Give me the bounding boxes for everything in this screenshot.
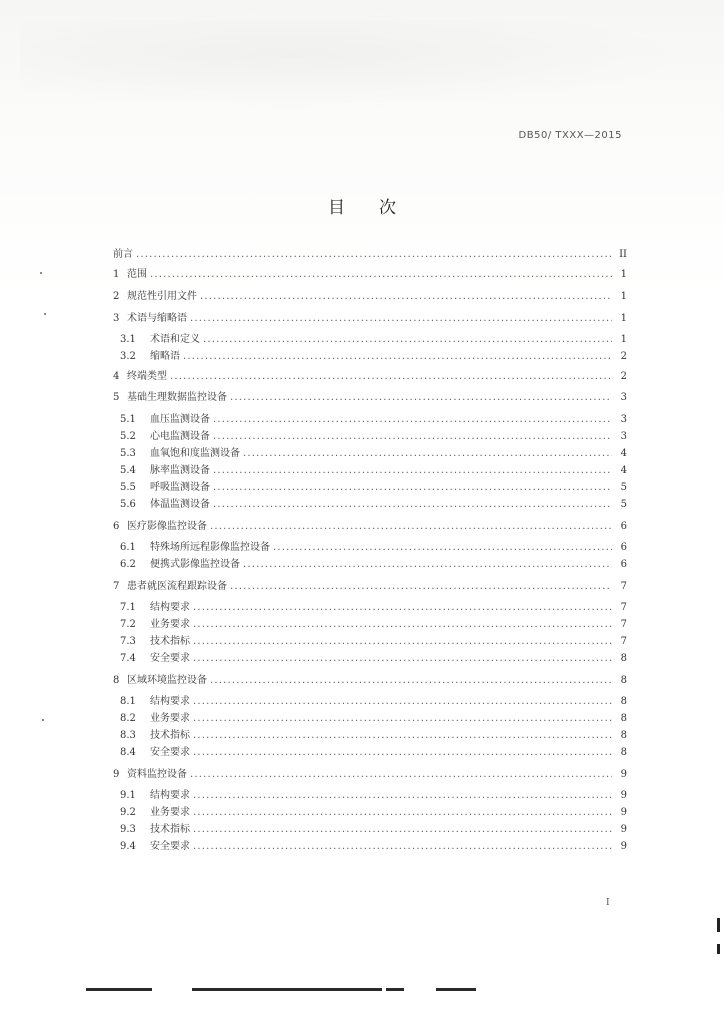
toc-entry-label: 安全要求 [150, 747, 190, 758]
toc-entry-label: 业务要求 [150, 713, 190, 724]
toc-entry-number: 5.6 [120, 499, 136, 510]
toc-entry-number: 5.1 [120, 414, 136, 425]
toc-entry-number: 5.3 [120, 448, 136, 459]
toc-entry-number: 7.3 [120, 636, 136, 647]
toc-entry-page: 3 [620, 414, 627, 425]
toc-entry-number: 9.4 [120, 841, 136, 852]
toc-entry[interactable] [113, 746, 627, 760]
toc-leader-dots [193, 823, 612, 837]
toc-entry-label: 业务要求 [150, 619, 190, 630]
toc-leader-dots [183, 350, 612, 364]
toc-entry[interactable] [113, 789, 627, 803]
toc-entry-page: 7 [620, 581, 627, 592]
toc-entry-page: 1 [620, 313, 627, 324]
toc-entry-label: 缩略语 [150, 351, 180, 362]
toc-entry[interactable] [113, 601, 627, 615]
toc-leader-dots [213, 413, 612, 427]
title-char-1: 目 [328, 198, 345, 218]
toc-leader-dots [190, 312, 612, 326]
toc-entry-page: 7 [620, 602, 627, 613]
toc-entry-number: 7.4 [120, 653, 136, 664]
toc-entry-label: 血氧饱和度监测设备 [150, 448, 240, 459]
toc-entry[interactable] [113, 652, 627, 666]
toc-leader-dots [230, 391, 612, 405]
toc-entry-label: 血压监测设备 [150, 414, 210, 425]
scan-speck [40, 272, 42, 274]
title-char-2: 次 [379, 198, 396, 218]
toc-entry-page: 3 [620, 431, 627, 442]
toc-leader-dots [273, 541, 612, 555]
toc-entry[interactable] [113, 712, 627, 726]
toc-entry-number: 5 [113, 392, 120, 403]
scan-speck [44, 313, 46, 315]
toc-entry-number: 8.4 [120, 747, 136, 758]
toc-entry-number: 1 [113, 269, 120, 280]
toc-entry-page: 9 [620, 841, 627, 852]
toc-entry[interactable] [113, 635, 627, 649]
scan-shading [20, 20, 700, 110]
toc-entry-label: 术语与缩略语 [127, 313, 187, 324]
toc-entry-page: 2 [620, 351, 627, 362]
toc-entry-page: 5 [620, 482, 627, 493]
toc-entry[interactable] [113, 498, 627, 512]
toc-entry-label: 区域环境监控设备 [127, 675, 207, 686]
toc-entry[interactable] [113, 333, 627, 347]
bottom-rule-right [436, 988, 476, 991]
toc-leader-dots [243, 447, 612, 461]
toc-entry-label: 术语和定义 [150, 334, 200, 345]
toc-entry-page: 4 [620, 465, 627, 476]
toc-entry-page: 6 [620, 542, 627, 553]
toc-leader-dots [193, 618, 612, 632]
toc-entry-page: 8 [620, 747, 627, 758]
toc-entry-number: 5.5 [120, 482, 136, 493]
toc-entry-page: 9 [620, 807, 627, 818]
toc-entry-number: 9.1 [120, 790, 136, 801]
toc-entry[interactable] [113, 248, 627, 262]
toc-leader-dots [210, 674, 612, 688]
toc-entry[interactable] [113, 520, 627, 534]
toc-entry-number: 9.3 [120, 824, 136, 835]
scan-speck [42, 719, 44, 721]
toc-entry-label: 资料监控设备 [127, 769, 187, 780]
toc-entry-label: 安全要求 [150, 653, 190, 664]
toc-entry-number: 8.1 [120, 696, 136, 707]
toc-entry-number: 4 [113, 371, 120, 382]
toc-entry[interactable] [113, 840, 627, 854]
toc-entry-number: 7 [113, 581, 120, 592]
toc-entry[interactable] [113, 447, 627, 461]
toc-entry-number: 9 [113, 769, 120, 780]
bottom-rule-middle [192, 988, 382, 991]
toc-entry[interactable] [113, 580, 627, 594]
toc-entry[interactable] [113, 823, 627, 837]
toc-entry-label: 业务要求 [150, 807, 190, 818]
toc-entry-page: 8 [620, 713, 627, 724]
toc-entry-number: 8.2 [120, 713, 136, 724]
toc-leader-dots [193, 729, 612, 743]
toc-entry-label: 范围 [127, 269, 147, 280]
toc-entry-number: 3.1 [120, 334, 136, 345]
toc-leader-dots [243, 558, 612, 572]
toc-entry-label: 前言 [113, 249, 133, 260]
toc-entry[interactable] [113, 350, 627, 364]
toc-entry-number: 9.2 [120, 807, 136, 818]
toc-leader-dots [193, 746, 612, 760]
toc-entry-label: 结构要求 [150, 602, 190, 613]
toc-entry-label: 技术指标 [150, 636, 190, 647]
toc-entry-number: 2 [113, 291, 120, 302]
toc-entry[interactable] [113, 695, 627, 709]
toc-entry-page: 3 [620, 392, 627, 403]
toc-entry-label: 技术指标 [150, 730, 190, 741]
toc-leader-dots [210, 520, 612, 534]
toc-leader-dots [213, 430, 612, 444]
toc-leader-dots [213, 498, 612, 512]
toc-leader-dots [213, 464, 612, 478]
toc-entry[interactable] [113, 464, 627, 478]
toc-entry-page: 7 [620, 619, 627, 630]
toc-entry[interactable] [113, 618, 627, 632]
toc-leader-dots [193, 695, 612, 709]
toc-leader-dots [193, 789, 612, 803]
toc-entry-page: 8 [620, 696, 627, 707]
toc-leader-dots [193, 635, 612, 649]
toc-entry-label: 终端类型 [127, 371, 167, 382]
toc-leader-dots [190, 768, 612, 782]
scan-edge-mark [717, 918, 720, 932]
toc-entry-number: 8.3 [120, 730, 136, 741]
toc-entry-label: 呼吸监测设备 [150, 482, 210, 493]
bottom-rule-segment [386, 988, 404, 991]
toc-entry-page: 9 [620, 790, 627, 801]
toc-entry-page: 6 [620, 521, 627, 532]
toc-leader-dots [200, 290, 612, 304]
toc-entry-number: 5.4 [120, 465, 136, 476]
toc-entry-page: 6 [620, 559, 627, 570]
toc-leader-dots [193, 712, 612, 726]
toc-entry[interactable] [113, 391, 627, 405]
toc-entry-label: 特殊场所远程影像监控设备 [150, 542, 270, 553]
toc-entry-page: 5 [620, 499, 627, 510]
toc-entry-label: 结构要求 [150, 696, 190, 707]
toc-leader-dots [150, 268, 612, 282]
toc-entry[interactable] [113, 481, 627, 495]
toc-entry-label: 基础生理数据监控设备 [127, 392, 227, 403]
toc-entry-label: 规范性引用文件 [127, 291, 197, 302]
toc-entry-page: II [619, 249, 627, 260]
toc-entry[interactable] [113, 806, 627, 820]
toc-entry-number: 3.2 [120, 351, 136, 362]
toc-entry-page: 1 [620, 334, 627, 345]
toc-entry-label: 医疗影像监控设备 [127, 521, 207, 532]
toc-entry[interactable] [113, 558, 627, 572]
toc-leader-dots [193, 806, 612, 820]
toc-entry-label: 结构要求 [150, 790, 190, 801]
toc-entry[interactable] [113, 674, 627, 688]
toc-entry-label: 体温监测设备 [150, 499, 210, 510]
scan-edge-mark [717, 944, 720, 954]
toc-leader-dots [193, 840, 612, 854]
toc-entry[interactable] [113, 768, 627, 782]
toc-entry-page: 8 [620, 730, 627, 741]
toc-entry-label: 技术指标 [150, 824, 190, 835]
toc-entry-number: 6 [113, 521, 120, 532]
toc-entry-label: 脉率监测设备 [150, 465, 210, 476]
toc-leader-dots [193, 601, 612, 615]
document-code: DB50/ TXXX—2015 [518, 130, 622, 141]
toc-entry[interactable] [113, 268, 627, 282]
toc-entry[interactable] [113, 312, 627, 326]
toc-entry[interactable] [113, 413, 627, 427]
toc-entry-number: 3 [113, 313, 120, 324]
toc-leader-dots [203, 333, 612, 347]
toc-entry[interactable] [113, 729, 627, 743]
toc-entry-number: 5.2 [120, 431, 136, 442]
toc-leader-dots [213, 481, 612, 495]
toc-leader-dots [136, 248, 612, 262]
toc-entry-number: 8 [113, 675, 120, 686]
toc-leader-dots [230, 580, 612, 594]
toc-entry-page: 4 [620, 448, 627, 459]
toc-entry-page: 1 [620, 269, 627, 280]
toc-entry-number: 7.1 [120, 602, 136, 613]
toc-entry[interactable] [113, 290, 627, 304]
page-number: I [606, 898, 610, 908]
toc-leader-dots [193, 652, 612, 666]
toc-entry-page: 7 [620, 636, 627, 647]
toc-entry-label: 便携式影像监控设备 [150, 559, 240, 570]
toc-entry-page: 9 [620, 824, 627, 835]
toc-entry-page: 9 [620, 769, 627, 780]
toc-entry-label: 患者就医流程跟踪设备 [127, 581, 227, 592]
toc-entry-label: 心电监测设备 [150, 431, 210, 442]
toc-leader-dots [170, 370, 612, 384]
toc-entry[interactable] [113, 430, 627, 444]
toc-entry[interactable] [113, 541, 627, 555]
toc-entry-number: 7.2 [120, 619, 136, 630]
page-title [0, 193, 724, 218]
bottom-rule-left [86, 988, 152, 991]
toc-entry-label: 安全要求 [150, 841, 190, 852]
toc-entry-number: 6.1 [120, 542, 136, 553]
toc-entry-number: 6.2 [120, 559, 136, 570]
toc-entry[interactable] [113, 370, 627, 384]
toc-entry-page: 1 [620, 291, 627, 302]
toc-entry-page: 8 [620, 675, 627, 686]
toc-entry-page: 2 [620, 371, 627, 382]
toc-entry-page: 8 [620, 653, 627, 664]
